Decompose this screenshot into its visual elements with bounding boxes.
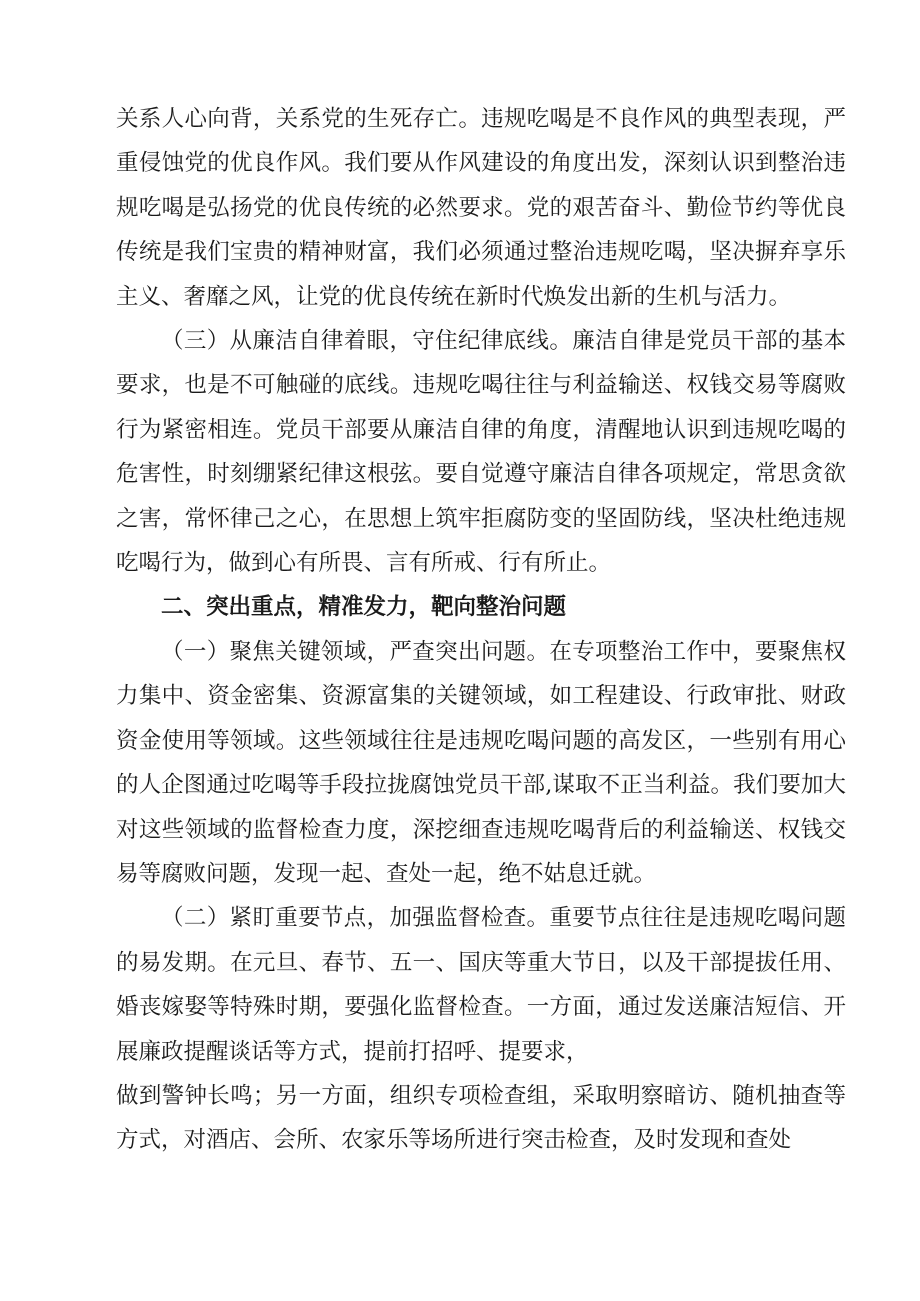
paragraph-key-nodes-cont: 做到警钟长鸣；另一方面，组织专项检查组，采取明察暗访、随机抽查等方式，对酒店、会所、农家乐等场所进行突击检查，及时发现和查处 — [116, 1082, 846, 1154]
paragraph-key-nodes: （二）紧盯重要节点，加强监督检查。重要节点往往是违规吃喝问题的易发期。在元旦、春节、五一、国庆等重大节日，以及干部提拔任用、婚丧嫁娶等特殊时期，要强化监督检查。一方面，通过发送廉洁短信、开展廉政提醒谈话等方式，提前打招呼、提要求， — [116, 905, 846, 1065]
section-heading: 二、突出重点，精准发力，靶向整治问题 — [161, 594, 567, 621]
document-body — [116, 97, 846, 1163]
paragraph-continued: 关系人心向背，关系党的生死存亡。违规吃喝是不良作风的典型表现，严重侵蚀党的优良作风。我们要从作风建设的角度出发，深刻认识到整治违规吃喝是弘扬党的优良传统的必然要求。党的艰苦奋斗、勤俭节约等优良传统是我们宝贵的精神财富，我们必须通过整治违规吃喝，坚决摒弃享乐主义、奢靡之风，让党的优良传统在新时代焕发出新的生机与活力。 — [116, 106, 846, 310]
paragraph-integrity: （三）从廉洁自律着眼，守住纪律底线。廉洁自律是党员干部的基本要求，也是不可触碰的底线。违规吃喝往往与利益输送、权钱交易等腐败行为紧密相连。党员干部要从廉洁自律的角度，清醒地认识到违规吃喝的危害性，时刻绷紧纪律这根弦。要自觉遵守廉洁自律各项规定，常思贪欲之害，常怀律己之心，在思想上筑牢拒腐防变的坚固防线，坚决杜绝违规吃喝行为，做到心有所畏、言有所戒、行有所止。 — [116, 328, 846, 577]
paragraph-key-areas: （一）聚焦关键领域，严查突出问题。在专项整治工作中，要聚焦权力集中、资金密集、资源富集的关键领域，如工程建设、行政审批、财政资金使用等领域。这些领域往往是违规吃喝问题的高发区，一些别有用心的人企图通过吃喝等手段拉拢腐蚀党员干部,谋取不正当利益。我们要加大对这些领域的监督检查力度，深挖细查违规吃喝背后的利益输送、权钱交易等腐败问题，发现一起、查处一起，绝不姑息迁就。 — [116, 638, 846, 887]
